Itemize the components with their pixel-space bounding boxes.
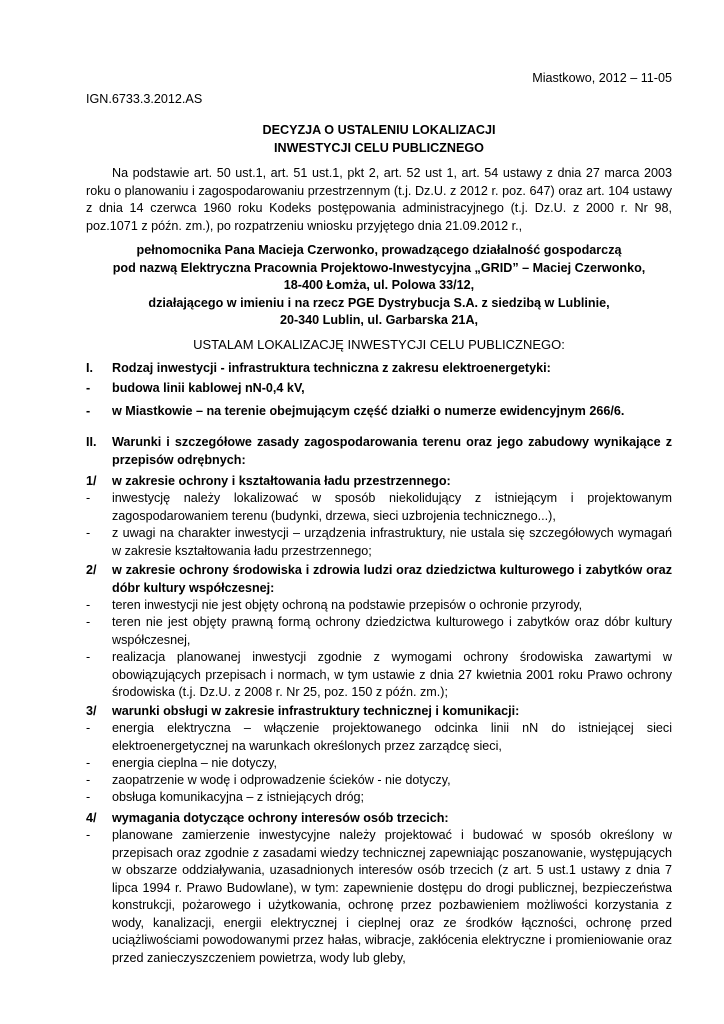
list-item — [86, 827, 672, 967]
section-heading-text: Warunki i szczegółowe zasady zagospodarowania terenu oraz jego zabudowy wynikające z przepisów odrębnych: — [112, 435, 672, 467]
section-heading-text: Rodzaj inwestycji - infrastruktura techniczna z zakresu elektroenergetyki: — [112, 361, 551, 375]
applicant-line-4: działającego w imieniu i na rzecz PGE Dystrybucja S.A. z siedzibą w Lublinie, — [148, 295, 610, 310]
list-item-text: teren inwestycji nie jest objęty ochroną na podstawie przepisów o ochronie przyrody, — [112, 598, 583, 612]
list-item-text: energia cieplna – nie dotyczy, — [112, 756, 277, 770]
section-1-heading — [86, 360, 672, 378]
section-2-heading — [86, 434, 672, 469]
bullet-marker: - — [86, 491, 91, 505]
list-item — [86, 772, 672, 790]
bullet-marker: - — [86, 790, 91, 804]
list-item — [86, 525, 672, 560]
list-item — [86, 720, 672, 755]
list-item-text: budowa linii kablowej nN-0,4 kV, — [112, 381, 305, 395]
applicant-line-1: pełnomocnika Pana Macieja Czerwonko, prowadzącego działalność gospodarczą — [136, 243, 622, 257]
list-item — [86, 789, 672, 807]
list-item — [86, 649, 672, 702]
bullet-marker: - — [86, 404, 91, 418]
applicant-line-5: 20-340 Lublin, ul. Garbarska 21A, — [279, 313, 479, 327]
list-item-text: planowane zamierzenie inwestycyjne należy projektować i budować w sposób określony w przepisach oraz zgodnie z zasadami wiedzy technicznej zapewniając poszanowanie, występujących w obszarze oddziaływania, uzasadnionych interesów osób trzecich (z art. 5 ust.1 ustawy z dnia 7 lipca 1994 r. Prawo Budowlane), w tym: zapewnienie dostępu do drogi publicznej, bezpieczeństwa konstrukcji, pożarowego i użytkowania, ochronę przez pozbawieniem możliwości korzystania z wody, kanalizacji, energii elektrycznej i cieplnej oraz ze środków łączności, ochronę przed uciążliwościami powodowanymi przez hałas, wibracje, zakłócenia elektryczne i promieniowanie oraz przed zanieczyszczeniem powietrza, wody lub gleby, — [112, 828, 672, 965]
subsection-3-heading — [86, 703, 672, 721]
section-marker: II. — [86, 435, 97, 449]
subsection-heading-text: wymagania dotyczące ochrony interesów osób trzecich: — [112, 811, 449, 825]
bullet-marker: - — [86, 615, 91, 629]
list-item-text: zaopatrzenie w wodę i odprowadzenie ścieków - nie dotyczy, — [112, 773, 451, 787]
list-item-text: teren nie jest objęty prawną formą ochrony dziedzictwa kulturowego i zabytków oraz dóbr kultury współczesnej, — [112, 615, 672, 647]
bullet-marker: - — [86, 598, 91, 612]
bullet-marker: - — [86, 526, 91, 540]
subsection-heading-text: w zakresie ochrony środowiska i zdrowia ludzi oraz dziedzictwa kulturowego i zabytków oraz dóbr kultury współczesnej: — [112, 563, 672, 595]
list-item — [86, 597, 672, 615]
subsection-heading-text: w zakresie ochrony i kształtowania ładu przestrzennego: — [112, 474, 451, 488]
list-item — [86, 403, 672, 421]
title-line-1: DECYZJA O USTALENIU LOKALIZACJI — [262, 123, 496, 137]
document-title — [86, 122, 672, 157]
list-item-text: w Miastkowie – na terenie obejmującym część działki o numerze ewidencyjnym 266/6. — [112, 404, 625, 418]
subsection-4-heading — [86, 810, 672, 828]
applicant-block — [86, 242, 672, 330]
subsection-marker: 1/ — [86, 474, 97, 488]
place-date: Miastkowo, 2012 – 11-05 — [532, 71, 672, 85]
establish-heading: USTALAM LOKALIZACJĘ INWESTYCJI CELU PUBLICZNEGO: — [193, 337, 565, 352]
bullet-marker: - — [86, 773, 91, 787]
subsection-1-heading — [86, 473, 672, 491]
applicant-line-3: 18-400 Łomża, ul. Polowa 33/12, — [283, 278, 475, 292]
bullet-marker: - — [86, 381, 91, 395]
subsection-2-heading — [86, 562, 672, 597]
intro-paragraph: Na podstawie art. 50 ust.1, art. 51 ust.1, pkt 2, art. 52 ust 1, art. 54 ustawy z dnia 27 marca 2003 roku o planowaniu i zagospodarowaniu przestrzennym (t.j. Dz.U. z 2012 r. poz. 647) oraz art. 104 ustawy z dnia 14 czerwca 1960 roku Kodeks postępowania administracyjnego (t.j. Dz.U. z 2000 r. Nr 98, poz.1071 z późn. zm.), po rozpatrzeniu wniosku przyjętego dnia 21.09.2012 r., — [86, 166, 672, 233]
list-item — [86, 380, 672, 398]
list-item-text: obsługa komunikacyjna – z istniejących dróg; — [112, 790, 365, 804]
subsection-marker: 3/ — [86, 704, 97, 718]
list-item — [86, 614, 672, 649]
bullet-marker: - — [86, 756, 91, 770]
bullet-marker: - — [86, 650, 91, 664]
title-line-2: INWESTYCJI CELU PUBLICZNEGO — [274, 140, 484, 155]
bullet-marker: - — [86, 828, 91, 842]
list-item — [86, 490, 672, 525]
applicant-line-2: pod nazwą Elektryczna Pracownia Projektowo-Inwestycyjna „GRID” – Maciej Czerwonko, — [112, 260, 646, 275]
section-marker: I. — [86, 361, 93, 375]
list-item-text: energia elektryczna – włączenie projektowanego odcinka linii nN do istniejącej sieci elektroenergetycznej na warunkach określonych przez zarządcę sieci, — [112, 721, 672, 753]
reference-number: IGN.6733.3.2012.AS — [86, 92, 203, 106]
list-item-text: z uwagi na charakter inwestycji – urządzenia infrastruktury, nie ustala się szczegółowych wymagań w zakresie kształtowania ładu przestrzennego; — [112, 526, 672, 558]
list-item — [86, 755, 672, 773]
subsection-heading-text: warunki obsługi w zakresie infrastruktury technicznej i komunikacji: — [112, 704, 520, 718]
list-item-text: inwestycję należy lokalizować w sposób niekolidujący z istniejącym i projektowanym zagospodarowaniem terenu (budynki, drzewa, sieci uzbrojenia technicznego...), — [112, 491, 672, 523]
subsection-marker: 4/ — [86, 811, 97, 825]
subsection-marker: 2/ — [86, 563, 97, 577]
list-item-text: realizacja planowanej inwestycji zgodnie z wymogami ochrony środowiska zawartymi w obowiązujących przepisach i normach, w tym ustawie z dnia 27 kwietnia 2001 roku Prawo ochrony środowiska (t.j. Dz.U. z 2008 r. Nr 25, poz. 150 z późn. zm.); — [112, 650, 672, 699]
bullet-marker: - — [86, 721, 91, 735]
